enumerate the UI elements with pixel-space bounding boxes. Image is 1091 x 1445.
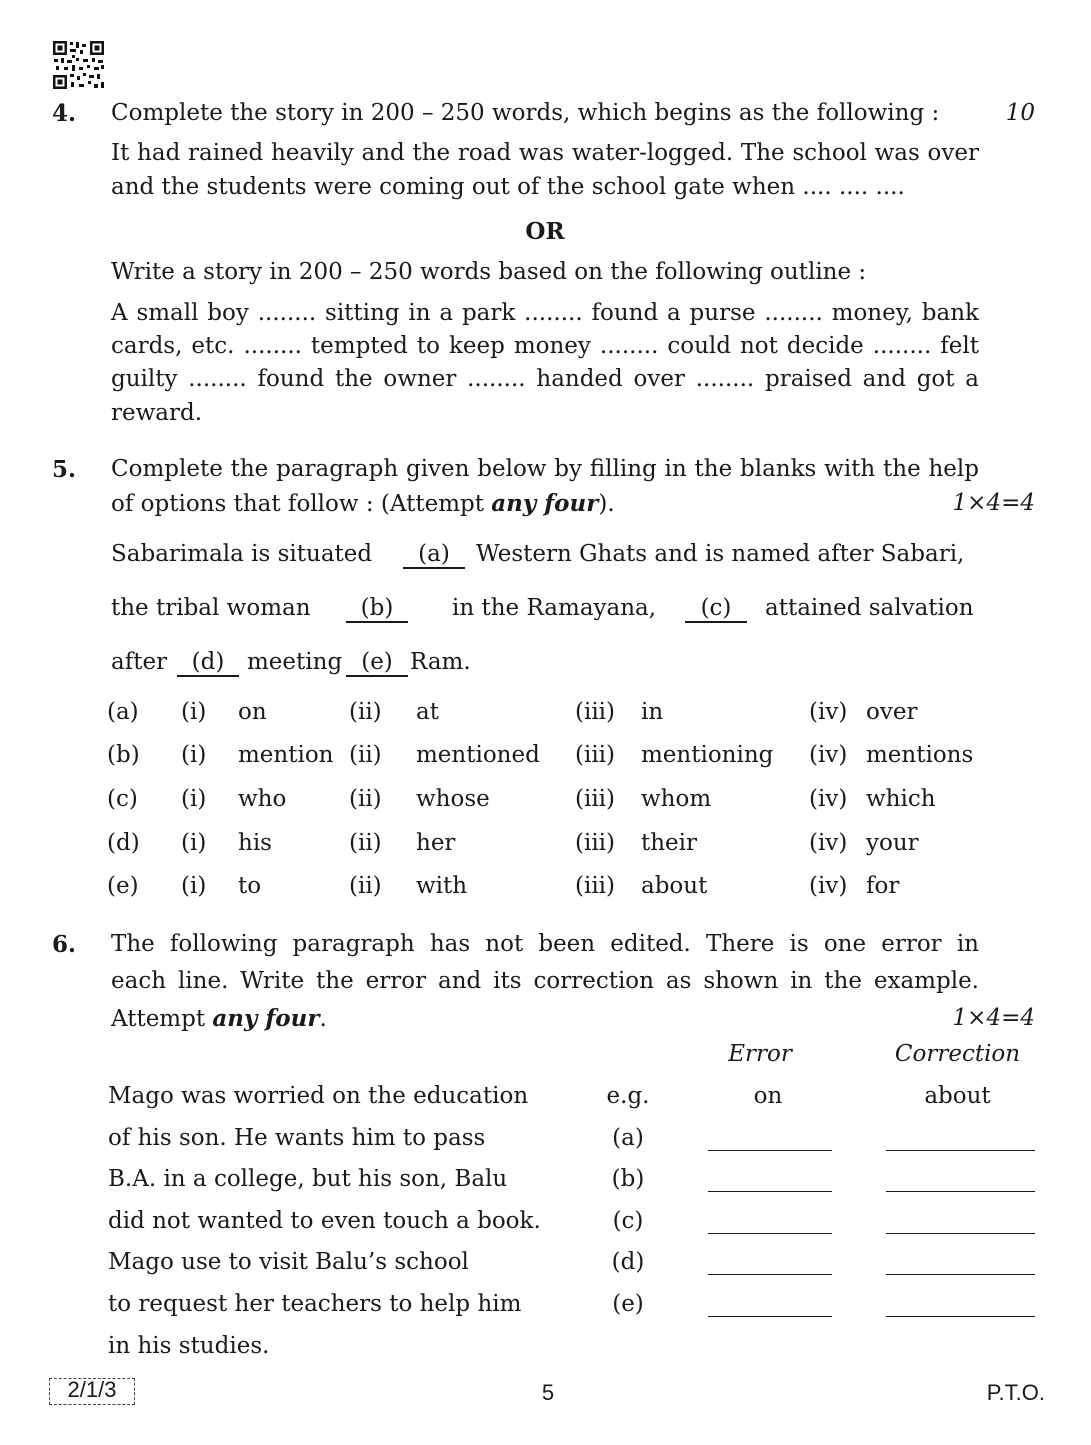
correction-answer-line — [886, 1274, 1035, 1275]
option-word: to — [238, 873, 262, 899]
option-word: with — [416, 873, 468, 899]
correction-answer-line — [886, 1150, 1035, 1151]
para-line-3-start: after — [111, 649, 168, 675]
correction-answer-line — [886, 1191, 1035, 1192]
edit-line-label: (d) — [611, 1249, 645, 1275]
option-row-label: (a) — [107, 699, 139, 725]
question-5-marks: 1×4=4 — [952, 490, 1035, 516]
para-line-3-mid: meeting — [247, 649, 343, 675]
option-word: mentions — [866, 742, 974, 768]
option-numeral: (iii) — [575, 830, 616, 856]
example-error: on — [753, 1083, 783, 1109]
option-word: on — [238, 699, 267, 725]
edit-line-text: in his studies. — [108, 1333, 270, 1359]
question-5-prompt-line-2 — [111, 490, 615, 517]
option-numeral: (i) — [181, 786, 207, 812]
error-answer-line — [708, 1316, 832, 1317]
para-line-1-end: Western Ghats and is named after Sabari, — [476, 541, 965, 567]
qr-code-icon — [52, 40, 105, 90]
question-5-prompt-line-1: Complete the paragraph given below by filling in the blanks with the help — [111, 456, 979, 482]
para-line-2-end: attained salvation — [765, 595, 974, 621]
para-line-2-mid: in the Ramayana, — [452, 595, 657, 621]
option-word: about — [641, 873, 708, 899]
option-row-label: (c) — [107, 786, 138, 812]
option-row-label: (e) — [107, 873, 139, 899]
question-4-number: 4. — [52, 100, 77, 127]
outline-line-3: guilty ........ found the owner ........ handed over ........ praised and got a — [111, 366, 979, 392]
edit-line-text: Mago use to visit Balu’s school — [108, 1249, 469, 1275]
page-number: 5 — [541, 1380, 555, 1405]
edit-line-label: (a) — [612, 1125, 644, 1151]
option-numeral: (iii) — [575, 699, 616, 725]
edit-line-label: (e) — [612, 1291, 644, 1317]
blank-e: (e) — [346, 649, 408, 677]
option-numeral: (iii) — [575, 786, 616, 812]
option-word: whose — [416, 786, 490, 812]
edit-line-label: (c) — [612, 1208, 644, 1234]
blank-a: (a) — [403, 541, 465, 569]
question-6-prompt-line-3 — [111, 1005, 327, 1032]
option-numeral: (iv) — [809, 699, 848, 725]
option-word: which — [866, 786, 936, 812]
option-numeral: (ii) — [349, 873, 382, 899]
edit-line-label: (b) — [611, 1166, 645, 1192]
error-answer-line — [708, 1274, 832, 1275]
option-word: mentioned — [416, 742, 540, 768]
para-line-3-end: Ram. — [410, 649, 471, 675]
error-answer-line — [708, 1150, 832, 1151]
option-numeral: (ii) — [349, 786, 382, 812]
option-numeral: (iv) — [809, 873, 848, 899]
prompt-emphasis: any four — [212, 1005, 320, 1032]
option-word: mentioning — [641, 742, 774, 768]
option-word: who — [238, 786, 287, 812]
prompt-text: Attempt — [111, 1006, 213, 1032]
option-numeral: (i) — [181, 873, 207, 899]
edit-line-text: did not wanted to even touch a book. — [108, 1208, 541, 1234]
option-word: mention — [238, 742, 334, 768]
option-numeral: (iv) — [809, 742, 848, 768]
edit-line-label: e.g. — [606, 1083, 650, 1109]
blank-c: (c) — [685, 595, 747, 623]
option-row-label: (d) — [107, 830, 140, 856]
outline-line-4: reward. — [111, 400, 203, 426]
error-answer-line — [708, 1191, 832, 1192]
option-numeral: (iv) — [809, 830, 848, 856]
question-6-prompt-line-1: The following paragraph has not been edited. There is one error in — [111, 931, 979, 957]
option-word: in — [641, 699, 664, 725]
option-word: her — [416, 830, 456, 856]
para-line-1-start: Sabarimala is situated — [111, 541, 373, 567]
option-row-label: (b) — [107, 742, 140, 768]
prompt-text-end: . — [319, 1006, 327, 1032]
pto-label: P.T.O. — [986, 1380, 1045, 1405]
edit-line-text: of his son. He wants him to pass — [108, 1125, 486, 1151]
blank-b: (b) — [346, 595, 408, 623]
option-numeral: (ii) — [349, 742, 382, 768]
outline-line-1: A small boy ........ sitting in a park ........ found a purse ........ money, bank — [111, 300, 979, 326]
option-numeral: (iii) — [575, 873, 616, 899]
option-numeral: (iv) — [809, 786, 848, 812]
outline-line-2: cards, etc. ........ tempted to keep money ........ could not decide ........ felt — [111, 333, 979, 359]
edit-line-text: to request her teachers to help him — [108, 1291, 522, 1317]
option-word: over — [866, 699, 918, 725]
correction-answer-line — [886, 1233, 1035, 1234]
option-numeral: (ii) — [349, 830, 382, 856]
prompt-emphasis: any four — [491, 490, 599, 517]
option-numeral: (i) — [181, 742, 207, 768]
error-answer-line — [708, 1233, 832, 1234]
outline-prompt: Write a story in 200 – 250 words based on the following outline : — [111, 259, 867, 285]
option-word: their — [641, 830, 698, 856]
prompt-text-end: ). — [598, 491, 615, 517]
question-4-marks: 10 — [1005, 100, 1035, 126]
option-word: your — [866, 830, 919, 856]
question-6-prompt-line-2: each line. Write the error and its correction as shown in the example. — [111, 968, 979, 994]
question-4-prompt: Complete the story in 200 – 250 words, which begins as the following : — [111, 100, 940, 126]
option-word: whom — [641, 786, 712, 812]
question-6-number: 6. — [52, 931, 77, 958]
question-6-marks: 1×4=4 — [952, 1005, 1035, 1031]
paper-code: 2/1/3 — [67, 1377, 117, 1402]
or-divider: OR — [525, 218, 565, 245]
column-header-error: Error — [728, 1041, 792, 1067]
question-5-number: 5. — [52, 456, 77, 483]
option-numeral: (i) — [181, 830, 207, 856]
option-numeral: (iii) — [575, 742, 616, 768]
correction-answer-line — [886, 1316, 1035, 1317]
option-word: his — [238, 830, 272, 856]
story-beginning-line-2: and the students were coming out of the school gate when .... .... .... — [111, 174, 905, 200]
option-word: for — [866, 873, 900, 899]
story-beginning-line-1: It had rained heavily and the road was water-logged. The school was over — [111, 140, 979, 166]
blank-d: (d) — [177, 649, 239, 677]
prompt-text: of options that follow : (Attempt — [111, 491, 492, 517]
edit-line-text: B.A. in a college, but his son, Balu — [108, 1166, 508, 1192]
edit-line-text: Mago was worried on the education — [108, 1083, 529, 1109]
option-numeral: (ii) — [349, 699, 382, 725]
example-correction: about — [924, 1083, 991, 1109]
para-line-2-start: the tribal woman — [111, 595, 311, 621]
option-word: at — [416, 699, 439, 725]
option-numeral: (i) — [181, 699, 207, 725]
column-header-correction: Correction — [894, 1041, 1021, 1067]
